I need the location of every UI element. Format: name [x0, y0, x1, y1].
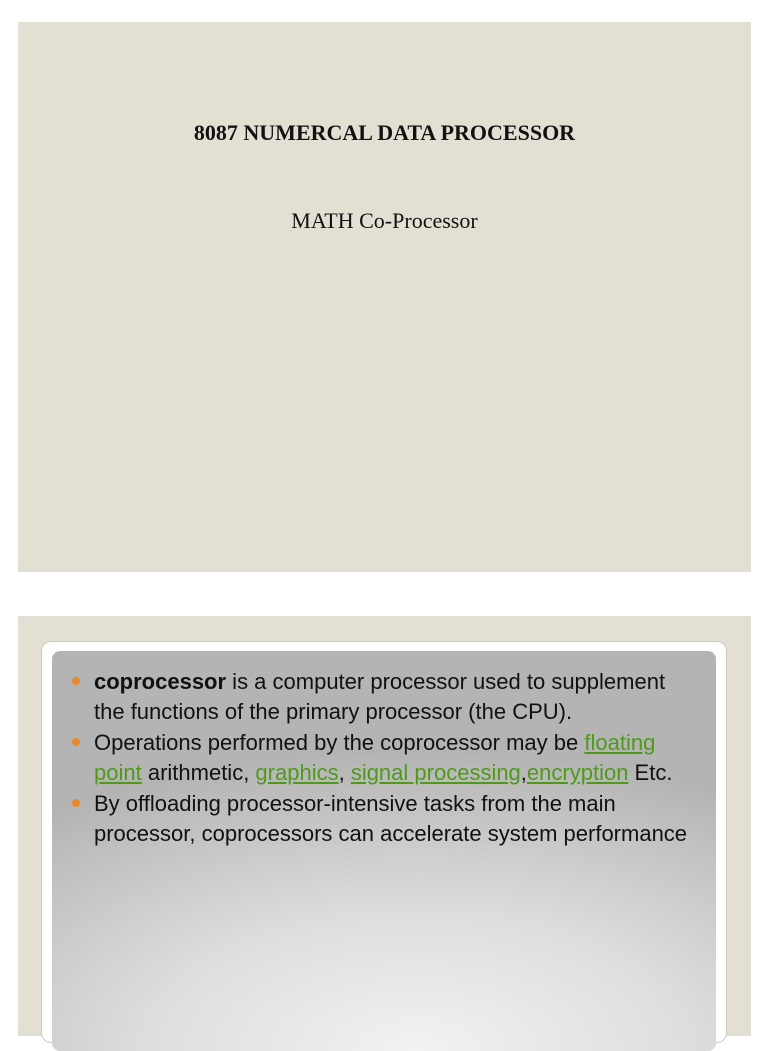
separator-text: , [520, 759, 527, 785]
bullet-item-offloading [52, 789, 716, 848]
term-coprocessor: coprocessor [94, 669, 227, 694]
content-frame [41, 641, 727, 1043]
separator-text: arithmetic, [141, 759, 256, 785]
link-graphics[interactable]: graphics [255, 759, 339, 785]
bullet-item-coprocessor [52, 667, 716, 726]
link-signal-processing[interactable]: signal processing [350, 759, 521, 785]
bullet-text: is a computer processor used to supplement the functions of the primary processor (the CPU). [94, 669, 666, 724]
content-panel [52, 651, 716, 1051]
bullet-text: Etc. [628, 759, 673, 785]
bullet-dot-icon [72, 677, 80, 685]
link-encryption[interactable]: encryption [526, 759, 629, 785]
bullet-item-operations [52, 728, 716, 787]
separator-text: , [338, 759, 351, 785]
slide-subtitle: MATH Co-Processor [291, 208, 478, 233]
bullet-list [52, 667, 716, 850]
bullet-text: Operations performed by the coprocessor may be [94, 730, 585, 755]
content-slide [18, 616, 751, 1036]
bullet-dot-icon [72, 799, 80, 807]
slide-title: 8087 NUMERCAL DATA PROCESSOR [193, 120, 576, 145]
link-floating-point[interactable]: floating point [94, 730, 656, 785]
bullet-dot-icon [72, 738, 80, 746]
title-slide [18, 22, 751, 572]
bullet-text: By offloading processor-intensive tasks from the main processor, coprocessors can accelerate system performance [94, 791, 688, 846]
